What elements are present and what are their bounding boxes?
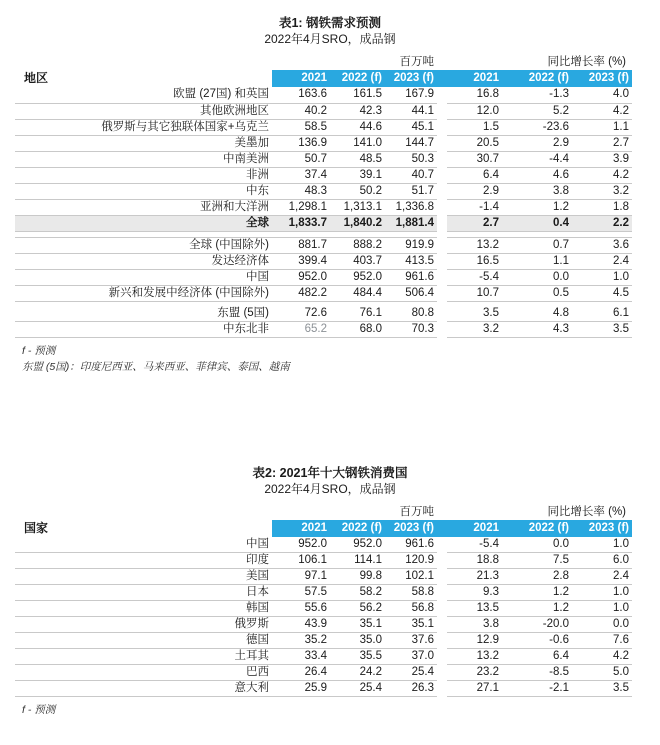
cell-value: 961.6 bbox=[385, 269, 437, 285]
cell-value: 7.5 bbox=[502, 553, 572, 569]
cell-value: 21.3 bbox=[447, 569, 502, 585]
cell-value: 6.1 bbox=[572, 301, 632, 321]
cell-value: 16.5 bbox=[447, 253, 502, 269]
row-label: 新兴和发展中经济体 (中国除外) bbox=[15, 285, 272, 301]
table-row bbox=[15, 119, 632, 135]
cell-value: 120.9 bbox=[385, 553, 437, 569]
cell-value: 1.0 bbox=[572, 537, 632, 553]
row-label: 巴西 bbox=[15, 665, 272, 681]
cell-value: 37.4 bbox=[272, 167, 330, 183]
cell-value: 4.6 bbox=[502, 167, 572, 183]
year-col-header: 2021 bbox=[272, 70, 330, 87]
row-label: 中国 bbox=[15, 269, 272, 285]
corner-label-country: 国家 bbox=[15, 520, 272, 537]
cell-value: 50.7 bbox=[272, 151, 330, 167]
table2-subtitle: 2022年4月SRO，成品钢 bbox=[264, 481, 396, 496]
row-label: 中东北非 bbox=[15, 321, 272, 337]
table-row bbox=[15, 537, 632, 553]
column-gap bbox=[437, 585, 447, 601]
cell-value: 80.8 bbox=[385, 301, 437, 321]
column-gap bbox=[437, 601, 447, 617]
row-label: 印度 bbox=[15, 553, 272, 569]
cell-value: 48.5 bbox=[330, 151, 385, 167]
column-gap bbox=[437, 285, 447, 301]
cell-value: -4.4 bbox=[502, 151, 572, 167]
table-row bbox=[15, 553, 632, 569]
cell-value: 37.6 bbox=[385, 633, 437, 649]
cell-value: 952.0 bbox=[272, 269, 330, 285]
column-gap bbox=[437, 569, 447, 585]
cell-value: 1.2 bbox=[502, 199, 572, 215]
table2-title: 表2: 2021年十大钢铁消费国 bbox=[252, 465, 408, 480]
cell-value: 6.4 bbox=[447, 167, 502, 183]
column-gap bbox=[437, 183, 447, 199]
cell-value: 13.2 bbox=[447, 649, 502, 665]
cell-value: 2.4 bbox=[572, 569, 632, 585]
cell-value: 2.8 bbox=[502, 569, 572, 585]
cell-value: -5.4 bbox=[447, 269, 502, 285]
cell-value: 4.2 bbox=[572, 649, 632, 665]
table-row bbox=[15, 215, 632, 231]
year-col-header: 2022 (f) bbox=[330, 70, 385, 87]
cell-value: 44.6 bbox=[330, 119, 385, 135]
cell-value: 27.1 bbox=[447, 681, 502, 697]
cell-value: 3.2 bbox=[572, 183, 632, 199]
cell-value: 952.0 bbox=[330, 269, 385, 285]
cell-value: 50.2 bbox=[330, 183, 385, 199]
table-row bbox=[15, 183, 632, 199]
cell-value: -1.3 bbox=[502, 87, 572, 103]
cell-value: 4.5 bbox=[572, 285, 632, 301]
cell-value: 97.1 bbox=[272, 569, 330, 585]
table-row bbox=[15, 135, 632, 151]
cell-value: 58.2 bbox=[330, 585, 385, 601]
cell-value: 76.1 bbox=[330, 301, 385, 321]
row-label: 土耳其 bbox=[15, 649, 272, 665]
year-header-row bbox=[15, 70, 632, 87]
table1 bbox=[15, 55, 632, 338]
row-label: 欧盟 (27国) 和英国 bbox=[15, 87, 272, 103]
row-label: 美国 bbox=[15, 569, 272, 585]
cell-value: 10.7 bbox=[447, 285, 502, 301]
cell-value: 4.2 bbox=[572, 167, 632, 183]
cell-value: 72.6 bbox=[272, 301, 330, 321]
cell-value: 2.7 bbox=[447, 215, 502, 231]
cell-value: 56.2 bbox=[330, 601, 385, 617]
cell-value: 3.8 bbox=[447, 617, 502, 633]
cell-value: 6.4 bbox=[502, 649, 572, 665]
row-label: 发达经济体 bbox=[15, 253, 272, 269]
table2-section bbox=[0, 465, 660, 719]
table-row bbox=[15, 617, 632, 633]
row-label: 非洲 bbox=[15, 167, 272, 183]
column-gap bbox=[437, 87, 447, 103]
cell-value: 35.1 bbox=[385, 617, 437, 633]
row-label: 东盟 (5国) bbox=[15, 301, 272, 321]
column-gap bbox=[437, 269, 447, 285]
column-gap bbox=[437, 665, 447, 681]
cell-value: 58.5 bbox=[272, 119, 330, 135]
column-gap bbox=[437, 135, 447, 151]
cell-value: 1.5 bbox=[447, 119, 502, 135]
table-row bbox=[15, 681, 632, 697]
group-gap bbox=[437, 55, 447, 70]
row-label: 韩国 bbox=[15, 601, 272, 617]
cell-value: 1.0 bbox=[572, 269, 632, 285]
cell-value: 1.8 bbox=[572, 199, 632, 215]
cell-value: 1.0 bbox=[572, 585, 632, 601]
cell-value: 7.6 bbox=[572, 633, 632, 649]
footnote-asean: 东盟 (5国)：印度尼西亚、马来西亚、菲律宾、泰国、越南 bbox=[22, 360, 290, 373]
cell-value: 25.4 bbox=[330, 681, 385, 697]
column-gap bbox=[437, 537, 447, 553]
cell-value: 37.0 bbox=[385, 649, 437, 665]
table-row bbox=[15, 285, 632, 301]
cell-value: 881.7 bbox=[272, 237, 330, 253]
cell-value: 919.9 bbox=[385, 237, 437, 253]
column-gap bbox=[437, 199, 447, 215]
cell-value: 35.5 bbox=[330, 649, 385, 665]
cell-value: 403.7 bbox=[330, 253, 385, 269]
column-gap bbox=[437, 301, 447, 321]
row-label: 其他欧洲地区 bbox=[15, 103, 272, 119]
cell-value: 1,336.8 bbox=[385, 199, 437, 215]
column-gap bbox=[437, 617, 447, 633]
group-gap bbox=[437, 505, 447, 520]
column-gap bbox=[437, 151, 447, 167]
row-label: 意大利 bbox=[15, 681, 272, 697]
table-row bbox=[15, 253, 632, 269]
corner-spacer bbox=[15, 55, 272, 70]
cell-value: -0.6 bbox=[502, 633, 572, 649]
group-header-row bbox=[15, 55, 632, 70]
table-row bbox=[15, 569, 632, 585]
cell-value: 39.1 bbox=[330, 167, 385, 183]
cell-value: 3.8 bbox=[502, 183, 572, 199]
table-row bbox=[15, 633, 632, 649]
column-gap bbox=[437, 215, 447, 231]
cell-value: 25.9 bbox=[272, 681, 330, 697]
cell-value: 1,313.1 bbox=[330, 199, 385, 215]
row-label: 中南美洲 bbox=[15, 151, 272, 167]
cell-value: 57.5 bbox=[272, 585, 330, 601]
cell-value: 961.6 bbox=[385, 537, 437, 553]
column-gap bbox=[437, 553, 447, 569]
footnote-forecast: f - 预测 bbox=[22, 704, 56, 716]
table-row bbox=[15, 649, 632, 665]
corner-label-region: 地区 bbox=[15, 70, 272, 87]
row-label: 亚洲和大洋洲 bbox=[15, 199, 272, 215]
row-label: 俄罗斯 bbox=[15, 617, 272, 633]
table-row bbox=[15, 237, 632, 253]
cell-value: 1.0 bbox=[572, 601, 632, 617]
cell-value: 1.2 bbox=[502, 585, 572, 601]
row-label: 全球 (中国除外) bbox=[15, 237, 272, 253]
cell-value: 3.6 bbox=[572, 237, 632, 253]
cell-value: 0.0 bbox=[502, 537, 572, 553]
cell-value: 3.5 bbox=[447, 301, 502, 321]
cell-value: 2.2 bbox=[572, 215, 632, 231]
year-col-header: 2022 (f) bbox=[330, 520, 385, 537]
row-label: 中国 bbox=[15, 537, 272, 553]
column-gap bbox=[437, 321, 447, 337]
cell-value: 4.8 bbox=[502, 301, 572, 321]
cell-value: 1,881.4 bbox=[385, 215, 437, 231]
cell-value: 30.7 bbox=[447, 151, 502, 167]
cell-value: 13.5 bbox=[447, 601, 502, 617]
cell-value: 1,298.1 bbox=[272, 199, 330, 215]
cell-value: 43.9 bbox=[272, 617, 330, 633]
cell-value: 5.0 bbox=[572, 665, 632, 681]
cell-value: 50.3 bbox=[385, 151, 437, 167]
cell-value: 0.5 bbox=[502, 285, 572, 301]
cell-value: 1.1 bbox=[572, 119, 632, 135]
year-col-header: 2021 bbox=[447, 70, 502, 87]
row-label: 日本 bbox=[15, 585, 272, 601]
column-gap bbox=[437, 681, 447, 697]
table-row bbox=[15, 87, 632, 103]
table2-footnotes bbox=[22, 702, 660, 718]
cell-value: 888.2 bbox=[330, 237, 385, 253]
table1-body bbox=[15, 87, 632, 337]
row-label: 美墨加 bbox=[15, 135, 272, 151]
cell-value: 482.2 bbox=[272, 285, 330, 301]
cell-value: -1.4 bbox=[447, 199, 502, 215]
cell-value: 26.3 bbox=[385, 681, 437, 697]
cell-value: 136.9 bbox=[272, 135, 330, 151]
table-row bbox=[15, 167, 632, 183]
cell-value: -20.0 bbox=[502, 617, 572, 633]
cell-value: -8.5 bbox=[502, 665, 572, 681]
cell-value: -5.4 bbox=[447, 537, 502, 553]
cell-value: 952.0 bbox=[330, 537, 385, 553]
cell-value: 25.4 bbox=[385, 665, 437, 681]
cell-value: 65.2 bbox=[272, 321, 330, 337]
cell-value: 33.4 bbox=[272, 649, 330, 665]
cell-value: 26.4 bbox=[272, 665, 330, 681]
table2-body bbox=[15, 537, 632, 697]
cell-value: 106.1 bbox=[272, 553, 330, 569]
table-row bbox=[15, 321, 632, 337]
cell-value: 0.7 bbox=[502, 237, 572, 253]
table-row bbox=[15, 301, 632, 321]
year-col-header: 2023 (f) bbox=[385, 520, 437, 537]
cell-value: 48.3 bbox=[272, 183, 330, 199]
cell-value: 4.0 bbox=[572, 87, 632, 103]
year-col-header: 2021 bbox=[272, 520, 330, 537]
cell-value: 58.8 bbox=[385, 585, 437, 601]
cell-value: 45.1 bbox=[385, 119, 437, 135]
group-header-row bbox=[15, 505, 632, 520]
cell-value: 167.9 bbox=[385, 87, 437, 103]
table-row bbox=[15, 269, 632, 285]
cell-value: 13.2 bbox=[447, 237, 502, 253]
cell-value: 1.1 bbox=[502, 253, 572, 269]
header-gap bbox=[437, 70, 447, 87]
growth-group-label: 同比增长率 (%) bbox=[547, 505, 627, 518]
table2 bbox=[15, 505, 632, 698]
table1-subtitle: 2022年4月SRO，成品钢 bbox=[264, 32, 396, 46]
cell-value: 0.4 bbox=[502, 215, 572, 231]
cell-value: 56.8 bbox=[385, 601, 437, 617]
table-row bbox=[15, 199, 632, 215]
growth-group-label: 同比增长率 (%) bbox=[547, 56, 627, 68]
cell-value: 102.1 bbox=[385, 569, 437, 585]
cell-value: 2.9 bbox=[502, 135, 572, 151]
cell-value: 4.3 bbox=[502, 321, 572, 337]
cell-value: 1.2 bbox=[502, 601, 572, 617]
cell-value: 6.0 bbox=[572, 553, 632, 569]
year-col-header: 2022 (f) bbox=[502, 520, 572, 537]
cell-value: 35.1 bbox=[330, 617, 385, 633]
year-col-header: 2023 (f) bbox=[385, 70, 437, 87]
cell-value: 1,833.7 bbox=[272, 215, 330, 231]
row-label: 全球 bbox=[15, 215, 272, 231]
cell-value: 399.4 bbox=[272, 253, 330, 269]
cell-value: 20.5 bbox=[447, 135, 502, 151]
cell-value: 2.4 bbox=[572, 253, 632, 269]
cell-value: 484.4 bbox=[330, 285, 385, 301]
table1-footnotes bbox=[22, 343, 660, 375]
table-row bbox=[15, 601, 632, 617]
cell-value: -23.6 bbox=[502, 119, 572, 135]
cell-value: 12.9 bbox=[447, 633, 502, 649]
cell-value: 16.8 bbox=[447, 87, 502, 103]
cell-value: 3.5 bbox=[572, 321, 632, 337]
cell-value: 506.4 bbox=[385, 285, 437, 301]
cell-value: 2.7 bbox=[572, 135, 632, 151]
cell-value: 99.8 bbox=[330, 569, 385, 585]
cell-value: 4.2 bbox=[572, 103, 632, 119]
year-header-row bbox=[15, 520, 632, 537]
column-gap bbox=[437, 167, 447, 183]
cell-value: 161.5 bbox=[330, 87, 385, 103]
cell-value: 40.2 bbox=[272, 103, 330, 119]
header-gap bbox=[437, 520, 447, 537]
cell-value: 1,840.2 bbox=[330, 215, 385, 231]
row-label: 德国 bbox=[15, 633, 272, 649]
cell-value: 68.0 bbox=[330, 321, 385, 337]
table-row bbox=[15, 151, 632, 167]
cell-value: 35.2 bbox=[272, 633, 330, 649]
cell-value: 44.1 bbox=[385, 103, 437, 119]
cell-value: 42.3 bbox=[330, 103, 385, 119]
year-col-header: 2023 (f) bbox=[572, 520, 632, 537]
column-gap bbox=[437, 253, 447, 269]
year-col-header: 2022 (f) bbox=[502, 70, 572, 87]
footnote-forecast: f - 预测 bbox=[22, 344, 56, 357]
cell-value: 40.7 bbox=[385, 167, 437, 183]
cell-value: 55.6 bbox=[272, 601, 330, 617]
row-label: 俄罗斯与其它独联体国家+乌克兰 bbox=[15, 119, 272, 135]
cell-value: 114.1 bbox=[330, 553, 385, 569]
cell-value: 9.3 bbox=[447, 585, 502, 601]
cell-value: 12.0 bbox=[447, 103, 502, 119]
year-col-header: 2021 bbox=[447, 520, 502, 537]
cell-value: 2.9 bbox=[447, 183, 502, 199]
corner-spacer bbox=[15, 505, 272, 520]
table1-section bbox=[0, 15, 660, 375]
column-gap bbox=[437, 119, 447, 135]
cell-value: 144.7 bbox=[385, 135, 437, 151]
cell-value: 141.0 bbox=[330, 135, 385, 151]
table-row bbox=[15, 665, 632, 681]
column-gap bbox=[437, 649, 447, 665]
cell-value: 35.0 bbox=[330, 633, 385, 649]
row-label: 中东 bbox=[15, 183, 272, 199]
cell-value: -2.1 bbox=[502, 681, 572, 697]
cell-value: 413.5 bbox=[385, 253, 437, 269]
cell-value: 70.3 bbox=[385, 321, 437, 337]
cell-value: 23.2 bbox=[447, 665, 502, 681]
column-gap bbox=[437, 103, 447, 119]
cell-value: 0.0 bbox=[572, 617, 632, 633]
unit-group-label: 百万吨 bbox=[399, 505, 434, 518]
cell-value: 18.8 bbox=[447, 553, 502, 569]
cell-value: 3.5 bbox=[572, 681, 632, 697]
year-col-header: 2023 (f) bbox=[572, 70, 632, 87]
cell-value: 163.6 bbox=[272, 87, 330, 103]
cell-value: 24.2 bbox=[330, 665, 385, 681]
cell-value: 952.0 bbox=[272, 537, 330, 553]
cell-value: 3.9 bbox=[572, 151, 632, 167]
cell-value: 51.7 bbox=[385, 183, 437, 199]
column-gap bbox=[437, 633, 447, 649]
cell-value: 3.2 bbox=[447, 321, 502, 337]
column-gap bbox=[437, 237, 447, 253]
table-row bbox=[15, 585, 632, 601]
table-row bbox=[15, 103, 632, 119]
cell-value: 5.2 bbox=[502, 103, 572, 119]
unit-group-label: 百万吨 bbox=[399, 56, 434, 68]
table1-title: 表1: 钢铁需求预测 bbox=[278, 16, 382, 30]
cell-value: 0.0 bbox=[502, 269, 572, 285]
